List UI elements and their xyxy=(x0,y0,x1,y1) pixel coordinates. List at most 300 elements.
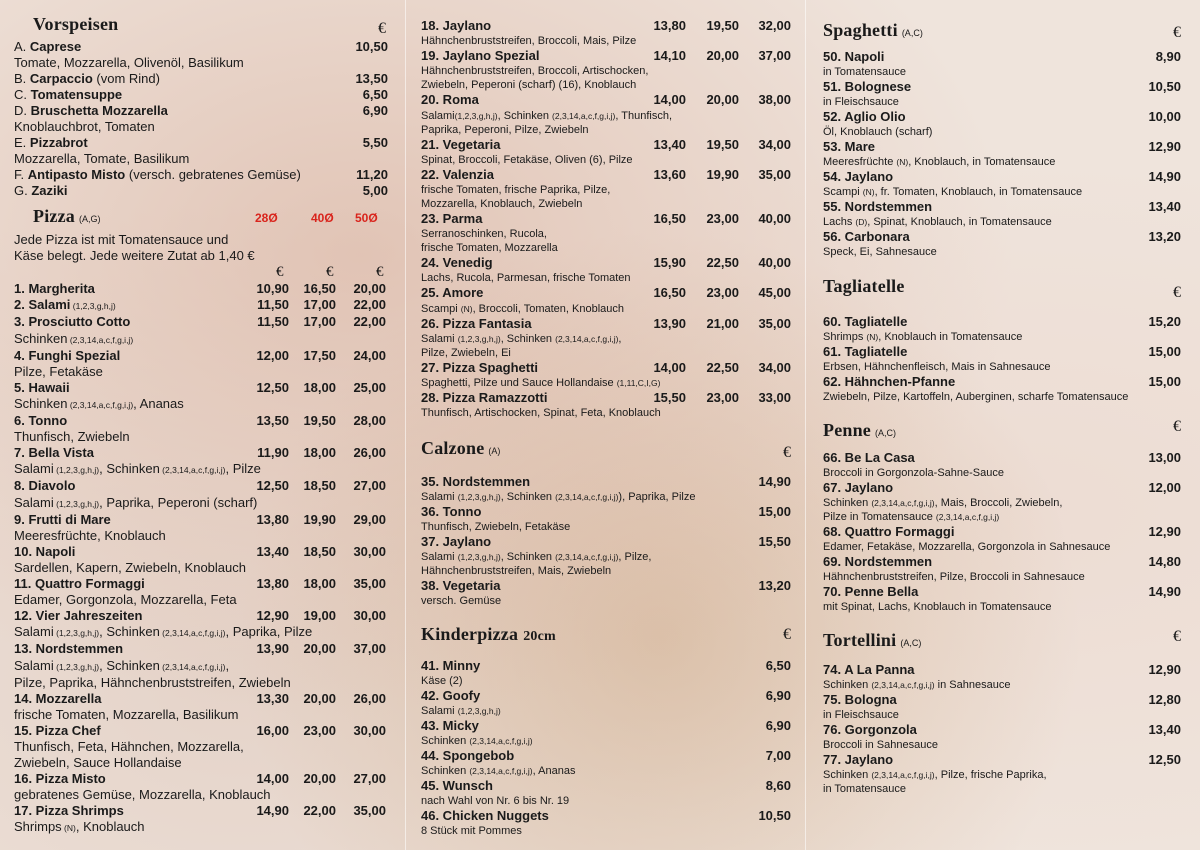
item-prefix: A. xyxy=(14,39,27,54)
item-price: 10,50 xyxy=(355,39,388,54)
menu-item xyxy=(823,374,1181,390)
item-price: 5,00 xyxy=(362,183,388,198)
item-prefix: E. xyxy=(14,135,27,150)
item-description xyxy=(421,302,791,316)
desc-text: , Knoblauch xyxy=(75,819,145,835)
item-description xyxy=(14,429,388,445)
desc-text: , Mais, Broccoli, Zwiebeln, xyxy=(934,497,1063,509)
item-price: 15,00 xyxy=(1148,344,1181,359)
desc-text: Lachs, Rucola, Parmesan, frische Tomaten xyxy=(421,272,631,285)
kinderpizza-list xyxy=(421,658,791,838)
desc-text: , Thunfisch, xyxy=(615,109,673,122)
euro-sign: € xyxy=(1173,418,1181,435)
desc-text: , Paprika, Peperoni (scharf) xyxy=(99,494,258,510)
item-price: 15,50 xyxy=(758,534,791,550)
item-description xyxy=(421,594,791,608)
size-label-50: 50Ø xyxy=(355,211,378,225)
menu-item xyxy=(823,314,1181,330)
price-40: 23,00 xyxy=(706,285,739,301)
item-price: 14,80 xyxy=(1148,554,1181,569)
item-name: 77. Jaylano xyxy=(823,752,894,767)
item-description xyxy=(421,64,791,78)
menu-item xyxy=(823,199,1181,215)
vorspeisen-header xyxy=(14,14,388,36)
price-28: 16,50 xyxy=(653,285,686,301)
vorspeisen-list xyxy=(14,39,388,199)
item-description xyxy=(421,704,791,718)
price-28: 13,90 xyxy=(653,315,686,331)
price-50: 24,00 xyxy=(353,347,386,363)
desc-allergens: (1,2,3,g,h,j) xyxy=(53,661,100,672)
menu-item xyxy=(14,512,388,528)
desc-allergens: (1,2,3,g,h,j) xyxy=(457,333,501,344)
item-description xyxy=(421,227,791,241)
item-description xyxy=(14,624,388,641)
item-price: 12,90 xyxy=(1148,662,1181,677)
desc-text: Salami xyxy=(421,109,455,122)
desc-text: mit Spinat, Lachs, Knoblauch in Tomatensauce xyxy=(823,601,1052,613)
desc-text: Spinat, Broccoli, Fetakäse, Oliven (6), Pilze xyxy=(421,153,633,166)
price-28: 14,10 xyxy=(653,48,686,64)
item-description xyxy=(823,570,1181,584)
item-name: 18. Jaylano xyxy=(421,18,492,33)
item-price: 12,80 xyxy=(1148,692,1181,707)
price-50: 29,00 xyxy=(353,511,386,527)
item-description xyxy=(421,794,791,808)
item-price: 6,50 xyxy=(362,87,388,102)
item-description xyxy=(14,819,388,836)
item-description xyxy=(823,360,1181,374)
item-price: 10,00 xyxy=(1148,109,1181,124)
desc-text: Salami xyxy=(14,494,54,510)
item-name: 70. Penne Bella xyxy=(823,584,919,599)
price-40: 21,00 xyxy=(706,315,739,331)
item-name: 50. Napoli xyxy=(823,49,885,64)
desc-text: Schinken xyxy=(14,330,68,346)
item-name: 41. Minny xyxy=(421,658,481,674)
desc-text: , Schinken xyxy=(500,332,556,345)
menu-item xyxy=(14,297,388,314)
menu-item xyxy=(421,211,791,227)
item-price: 12,90 xyxy=(1148,524,1181,539)
desc-text: Edamer, Fetakäse, Mozzarella, Gorgonzola in Sahnesauce xyxy=(823,541,1111,553)
item-description xyxy=(14,592,388,608)
desc-text: Salami xyxy=(14,461,54,477)
price-28: 13,30 xyxy=(256,690,289,706)
desc-text: Öl, Knoblauch (scharf) xyxy=(823,126,933,138)
desc-text: Erbsen, Hähnchenfleisch, Mais in Sahnesauce xyxy=(823,361,1051,373)
item-name: 36. Tonno xyxy=(421,504,482,520)
item-extra: (vom Rind) xyxy=(92,71,160,86)
desc-text: 8 Stück mit Pommes xyxy=(421,825,522,838)
item-name: 10. Napoli xyxy=(14,543,76,559)
euro-sign: € xyxy=(276,264,284,280)
desc-text: versch. Gemüse xyxy=(421,595,502,608)
desc-allergens: (D) xyxy=(855,217,868,227)
item-name: Bruschetta Mozzarella xyxy=(30,103,168,118)
price-50: 45,00 xyxy=(758,285,791,301)
desc-allergens: (2,3,14,a,c,f,g,i,j) xyxy=(159,661,226,672)
item-description xyxy=(421,346,791,360)
item-name: 35. Nordstemmen xyxy=(421,474,531,490)
desc-text: Scampi xyxy=(421,302,461,315)
column-left xyxy=(14,0,388,836)
menu-item xyxy=(421,748,791,764)
item-description xyxy=(823,95,1181,109)
desc-allergens: (2,3,14,a,c,f,g,i,j) xyxy=(871,498,935,508)
price-40: 17,50 xyxy=(303,347,336,363)
price-50: 26,00 xyxy=(353,445,386,461)
menu-item xyxy=(421,534,791,550)
menu-item xyxy=(421,285,791,301)
euro-sign: € xyxy=(326,264,334,280)
item-description xyxy=(823,155,1181,169)
item-description xyxy=(421,241,791,255)
desc-allergens: (2,3,14,a,c,f,g,i,j) xyxy=(159,628,226,639)
desc-allergens: (1,2,3,g,h,j) xyxy=(53,498,100,509)
item-description xyxy=(823,390,1181,404)
desc-text: , Spinat, Knoblauch, in Tomatensauce xyxy=(867,216,1052,228)
menu-item xyxy=(823,139,1181,155)
desc-allergens: (2,3,14,a,c,f,g,i,j) xyxy=(555,492,619,503)
price-50: 35,00 xyxy=(353,576,386,592)
desc-text: Hähnchenbruststreifen, Broccoli, Artischocken, xyxy=(421,65,649,78)
euro-sign: € xyxy=(1173,24,1181,41)
item-description xyxy=(14,331,388,348)
euro-sign: € xyxy=(783,626,791,644)
item-name: 16. Pizza Misto xyxy=(14,771,106,787)
item-price: 8,60 xyxy=(765,778,791,794)
item-description xyxy=(421,520,791,534)
menu-item xyxy=(421,360,791,376)
section-title-calzone: Calzone xyxy=(421,438,485,459)
desc-text: Schinken xyxy=(823,769,872,781)
desc-text: , Schinken xyxy=(99,461,160,477)
item-description xyxy=(823,708,1181,722)
item-price: 10,50 xyxy=(758,808,791,824)
menu-item xyxy=(14,380,388,396)
desc-text: Salami xyxy=(421,332,458,345)
desc-text: , fr. Tomaten, Knoblauch, in Tomatensauce xyxy=(874,186,1083,198)
kinderpizza-header xyxy=(421,624,791,652)
pizza-euro-header xyxy=(14,264,388,282)
menu-item xyxy=(421,255,791,271)
price-50: 35,00 xyxy=(353,803,386,819)
desc-text: Salami xyxy=(14,657,54,673)
desc-text: Pilze in Tomatensauce xyxy=(823,511,936,523)
price-28: 13,50 xyxy=(256,413,289,429)
menu-item xyxy=(14,641,388,657)
item-name: 15. Pizza Chef xyxy=(14,722,101,738)
item-description xyxy=(421,550,791,564)
column-divider xyxy=(405,0,406,850)
item-price: 7,00 xyxy=(765,748,791,764)
price-28: 12,50 xyxy=(256,478,289,494)
item-description xyxy=(14,560,388,576)
item-name: 21. Vegetaria xyxy=(421,136,501,152)
price-28: 14,00 xyxy=(653,359,686,375)
item-description xyxy=(14,658,388,675)
price-50: 27,00 xyxy=(353,478,386,494)
desc-text: Zwiebeln, Pilze, Kartoffeln, Auberginen, scharfe Tomatensauce xyxy=(823,391,1129,403)
item-name: Caprese xyxy=(29,39,82,54)
price-40: 20,00 xyxy=(706,92,739,108)
size-label-40: 40Ø xyxy=(311,211,334,225)
desc-text: , Paprika, Pilze xyxy=(225,624,313,640)
desc-allergens: (N) xyxy=(460,303,473,314)
desc-allergens: (2,3,14,a,c,f,g,i,j) xyxy=(555,333,619,344)
price-50: 37,00 xyxy=(758,48,791,64)
price-40: 17,00 xyxy=(303,314,336,330)
desc-text: in Sahnesauce xyxy=(934,679,1011,691)
menu-item xyxy=(14,39,388,55)
item-price: 14,90 xyxy=(1148,169,1181,184)
desc-text: Thunfisch, Feta, Hähnchen, Mozzarella, xyxy=(14,739,244,755)
price-50: 20,00 xyxy=(353,281,386,296)
item-description xyxy=(421,183,791,197)
price-28: 14,00 xyxy=(653,92,686,108)
desc-text: , Ananas xyxy=(532,765,576,778)
price-28: 13,80 xyxy=(653,18,686,33)
item-name: Antipasto Misto xyxy=(27,167,126,182)
item-price: 6,50 xyxy=(765,658,791,674)
item-price: 14,90 xyxy=(1148,584,1181,599)
item-price: 13,50 xyxy=(355,71,388,86)
desc-allergens: (2,3,14,a,c,f,g,i,j) xyxy=(552,110,616,121)
item-description xyxy=(421,271,791,285)
price-28: 12,00 xyxy=(256,347,289,363)
desc-text: Sardellen, Kapern, Zwiebeln, Knoblauch xyxy=(14,560,246,576)
item-description xyxy=(14,707,388,723)
price-50: 30,00 xyxy=(353,608,386,624)
item-description xyxy=(14,396,388,413)
desc-allergens: (2,3,14,a,c,f,g,i,j) xyxy=(935,512,1000,522)
item-description xyxy=(823,768,1181,782)
price-40: 22,50 xyxy=(706,255,739,271)
price-28: 13,40 xyxy=(653,136,686,152)
price-40: 19,00 xyxy=(303,608,336,624)
price-50: 35,00 xyxy=(758,166,791,182)
kinderpizza-size: 20cm xyxy=(523,629,556,645)
item-name: 20. Roma xyxy=(421,92,479,108)
menu-item xyxy=(421,92,791,108)
desc-text: , Knoblauch in Tomatensauce xyxy=(878,331,1023,343)
desc-text: , Schinken xyxy=(497,109,553,122)
item-description xyxy=(823,738,1181,752)
item-description xyxy=(421,197,791,211)
pizza-allergens: (A,G) xyxy=(78,214,101,224)
desc-text: gebratenes Gemüse, Mozzarella, Knoblauch xyxy=(14,787,271,803)
item-name: 12. Vier Jahreszeiten xyxy=(14,608,143,624)
desc-text: Lachs xyxy=(823,216,856,228)
item-price: 5,50 xyxy=(362,135,388,150)
price-40: 17,00 xyxy=(303,297,336,313)
menu-item xyxy=(421,688,791,704)
desc-allergens: (1,2,3,g,h,j) xyxy=(457,492,501,503)
item-allergens: (1,2,3,g,h,j) xyxy=(70,301,116,312)
menu-item xyxy=(14,576,388,592)
menu-item xyxy=(421,18,791,34)
item-name: 5. Hawaii xyxy=(14,379,70,395)
pizza-size-header xyxy=(14,208,388,226)
item-description xyxy=(421,824,791,838)
item-description xyxy=(421,406,791,420)
tagliatelle-list xyxy=(823,314,1181,404)
desc-allergens: (2,3,14,a,c,f,g,i,j) xyxy=(67,334,134,345)
calzone-allergens: (A) xyxy=(488,446,501,457)
price-28: 13,90 xyxy=(256,641,289,657)
desc-text: , Schinken xyxy=(99,624,160,640)
price-40: 20,00 xyxy=(303,771,336,787)
item-name: 24. Venedig xyxy=(421,255,493,271)
item-prefix: D. xyxy=(14,103,27,118)
euro-sign: € xyxy=(378,20,386,37)
desc-allergens: (2,3,14,a,c,f,g,i,j) xyxy=(871,680,935,690)
desc-text: Spaghetti, Pilze und Sauce Hollandaise xyxy=(421,377,617,390)
column-right xyxy=(823,0,1181,796)
item-name: 42. Goofy xyxy=(421,688,481,704)
desc-text: Paprika, Peperoni, Pilze, Zwiebeln xyxy=(421,123,589,136)
menu-item xyxy=(823,49,1181,65)
item-description xyxy=(823,245,1181,259)
section-title-vorspeisen: Vorspeisen xyxy=(33,14,119,34)
item-name: 66. Be La Casa xyxy=(823,450,915,465)
price-28: 14,90 xyxy=(256,803,289,819)
price-28: 12,50 xyxy=(256,379,289,395)
item-name: 45. Wunsch xyxy=(421,778,494,794)
section-title-kinderpizza: Kinderpizza xyxy=(421,624,519,645)
section-title-pizza: Pizza xyxy=(33,206,75,226)
price-50: 30,00 xyxy=(353,543,386,559)
price-28: 13,60 xyxy=(653,166,686,182)
section-title-tortellini: Tortellini xyxy=(823,630,897,650)
item-name: 53. Mare xyxy=(823,139,876,154)
price-50: 37,00 xyxy=(353,641,386,657)
item-name: 44. Spongebob xyxy=(421,748,515,764)
desc-text: in Tomatensauce xyxy=(823,783,906,795)
menu-item xyxy=(14,281,388,297)
menu-item xyxy=(823,524,1181,540)
tagliatelle-header xyxy=(823,276,1181,302)
desc-allergens: (2,3,14,a,c,f,g,i,j) xyxy=(555,552,619,563)
menu-item xyxy=(421,167,791,183)
desc-text: Zwiebeln, Peperoni (scharf) (16), Knoblauch xyxy=(421,79,637,92)
item-name: 23. Parma xyxy=(421,211,483,227)
price-28: 16,50 xyxy=(653,211,686,227)
price-28: 16,00 xyxy=(256,722,289,738)
menu-item xyxy=(14,103,388,119)
item-name: 38. Vegetaria xyxy=(421,578,501,594)
item-description xyxy=(421,34,791,48)
desc-text: frische Tomaten, frische Paprika, Pilze, xyxy=(421,184,611,197)
item-description xyxy=(14,364,388,380)
item-name: 60. Tagliatelle xyxy=(823,314,908,329)
price-40: 19,90 xyxy=(706,166,739,182)
menu-item xyxy=(421,578,791,594)
item-name: 25. Amore xyxy=(421,285,484,301)
item-description: Knoblauchbrot, Tomaten xyxy=(14,119,155,134)
item-name: 22. Valenzia xyxy=(421,166,494,182)
desc-text: Meeresfrüchte, Knoblauch xyxy=(14,527,166,543)
euro-sign: € xyxy=(783,444,791,462)
item-name: 76. Gorgonzola xyxy=(823,722,917,737)
menu-item xyxy=(14,771,388,787)
desc-text: Hähnchenbruststreifen, Mais, Zwiebeln xyxy=(421,565,612,578)
price-50: 35,00 xyxy=(758,315,791,331)
item-price: 11,20 xyxy=(356,167,388,182)
menu-item xyxy=(823,450,1181,466)
item-description xyxy=(823,330,1181,344)
desc-text: Broccoli in Gorgonzola-Sahne-Sauce xyxy=(823,467,1004,479)
price-50: 26,00 xyxy=(353,690,386,706)
desc-text: Schinken xyxy=(823,679,872,691)
spaghetti-allergens: (A,C) xyxy=(901,28,923,38)
price-50: 22,00 xyxy=(353,314,386,330)
desc-text: nach Wahl von Nr. 6 bis Nr. 19 xyxy=(421,795,570,808)
item-description xyxy=(421,376,791,390)
menu-item xyxy=(823,584,1181,600)
price-28: 15,50 xyxy=(653,390,686,406)
section-title-spaghetti: Spaghetti xyxy=(823,20,898,40)
price-40: 18,50 xyxy=(303,478,336,494)
item-description xyxy=(823,782,1181,796)
size-label-28: 28Ø xyxy=(255,211,278,225)
item-description xyxy=(421,153,791,167)
item-name: 13. Nordstemmen xyxy=(14,641,124,657)
menu-item xyxy=(14,803,388,819)
item-name: 19. Jaylano Spezial xyxy=(421,48,540,64)
item-price: 12,00 xyxy=(1148,480,1181,495)
desc-allergens: (2,3,14,a,c,f,g,i,j) xyxy=(469,766,533,777)
item-name: 69. Nordstemmen xyxy=(823,554,933,569)
menu-item xyxy=(823,229,1181,245)
item-description xyxy=(421,674,791,688)
desc-text: Shrimps xyxy=(823,331,867,343)
item-name: 6. Tonno xyxy=(14,413,68,429)
desc-allergens: (N) xyxy=(896,157,909,167)
desc-allergens: (2,3,14,a,c,f,g,i,j) xyxy=(469,736,533,747)
item-name: Carpaccio xyxy=(29,71,93,86)
item-price: 13,20 xyxy=(1148,229,1181,244)
menu-item xyxy=(823,480,1181,496)
item-description xyxy=(421,564,791,578)
item-description xyxy=(421,109,791,123)
menu-item xyxy=(823,662,1181,678)
item-price: 13,20 xyxy=(758,578,791,594)
item-name: Zaziki xyxy=(31,183,68,198)
menu-item xyxy=(14,413,388,429)
item-name: 46. Chicken Nuggets xyxy=(421,808,549,824)
desc-text: Serranoschinken, Rucola, xyxy=(421,228,547,241)
calzone-list xyxy=(421,474,791,608)
desc-text: , Pilze xyxy=(225,461,261,477)
desc-text: in Fleischsauce xyxy=(823,96,899,108)
spaghetti-header xyxy=(823,20,1181,44)
item-name: 8. Diavolo xyxy=(14,478,76,494)
desc-text: , Pilze, xyxy=(618,551,652,564)
menu-item xyxy=(823,79,1181,95)
price-40: 18,00 xyxy=(303,379,336,395)
menu-item xyxy=(14,445,388,461)
price-40: 19,50 xyxy=(706,136,739,152)
desc-text: Shrimps xyxy=(14,819,62,835)
desc-text: , Ananas xyxy=(133,396,184,412)
desc-text: Salami xyxy=(421,491,458,504)
desc-allergens: (2,3,14,a,c,f,g,i,j) xyxy=(159,465,226,476)
item-name: 61. Tagliatelle xyxy=(823,344,908,359)
desc-allergens: (2,3,14,a,c,f,g,i,j) xyxy=(67,400,134,411)
menu-item xyxy=(421,48,791,64)
